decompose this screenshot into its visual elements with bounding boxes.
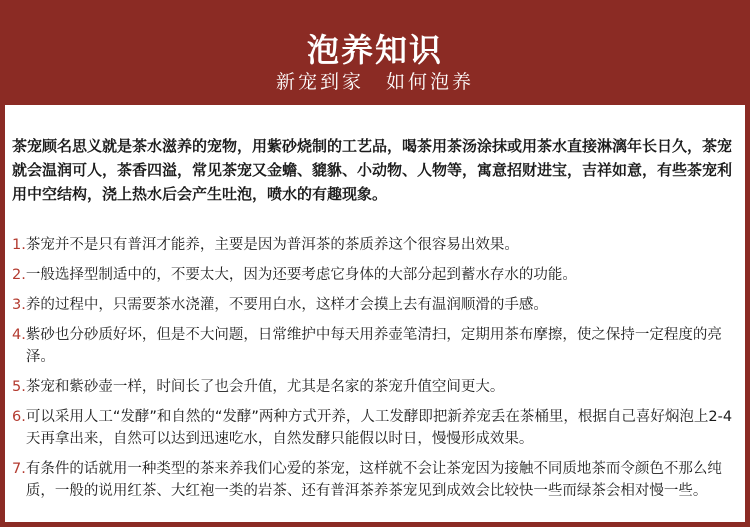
list-item bbox=[12, 234, 742, 256]
item-text: 可以采用人工“发酵”和自然的“发酵”两种方式开养，人工发酵即把新养宠丢在茶桶里，根据自己喜好焖泡上2-4天再拿出来，自然可以达到迅速吃水，自然发酵只能假以时日，慢慢形成效果。 bbox=[25, 409, 733, 447]
header-banner bbox=[0, 0, 750, 105]
item-number: 4. bbox=[12, 327, 26, 343]
item-number: 3. bbox=[12, 297, 26, 313]
page-subtitle: 新宠到家 如何泡养 bbox=[275, 71, 474, 93]
item-text: 一般选择型制适中的，不要太大，因为还要考虑它身体的大部分起到蓄水存水的功能。 bbox=[25, 267, 577, 283]
item-number: 7. bbox=[12, 461, 26, 477]
list-item bbox=[12, 264, 742, 286]
item-number: 5. bbox=[12, 379, 26, 395]
tips-list bbox=[12, 234, 742, 510]
item-text: 茶宠和紫砂壶一样，时间长了也会升值，尤其是名家的茶宠升值空间更大。 bbox=[25, 379, 505, 395]
item-text: 茶宠并不是只有普洱才能养，主要是因为普洱茶的茶质养这个很容易出效果。 bbox=[25, 237, 519, 253]
list-item bbox=[12, 458, 742, 502]
intro-paragraph: 茶宠顾名思义就是茶水滋养的宠物，用紫砂烧制的工艺品，喝茶用茶汤涂抹或用茶水直接淋漓年长日久，茶宠就会温润可人，茶香四溢，常见茶宠又金蟾、貔貅、小动物、人物等，寓意招财进宝，吉祥如意，有些茶宠利用中空结构，浇上热水后会产生吐泡，喷水的有趣现象。 bbox=[12, 137, 733, 203]
list-item bbox=[12, 294, 742, 316]
item-number: 2. bbox=[12, 267, 26, 283]
item-text: 养的过程中，只需要茶水浇灌，不要用白水，这样才会摸上去有温润顺滑的手感。 bbox=[25, 297, 548, 313]
page-title: 泡养知识 bbox=[306, 31, 443, 69]
item-text: 紫砂也分砂质好坏，但是不大问题，日常维护中每天用养壶笔清扫，定期用茶布摩擦，使之保持一定程度的亮泽。 bbox=[25, 327, 722, 365]
list-item bbox=[12, 324, 742, 368]
item-number: 6. bbox=[12, 409, 26, 425]
item-text: 有条件的话就用一种类型的茶来养我们心爱的茶宠，这样就不会让茶宠因为接触不同质地茶而令颜色不那么纯质，一般的说用红茶、大红袍一类的岩茶、还有普洱茶养茶宠见到成效会比较快一些而绿茶会相对慢一些。 bbox=[25, 461, 722, 499]
item-number: 1. bbox=[12, 237, 26, 253]
list-item bbox=[12, 376, 742, 398]
list-item bbox=[12, 406, 742, 450]
